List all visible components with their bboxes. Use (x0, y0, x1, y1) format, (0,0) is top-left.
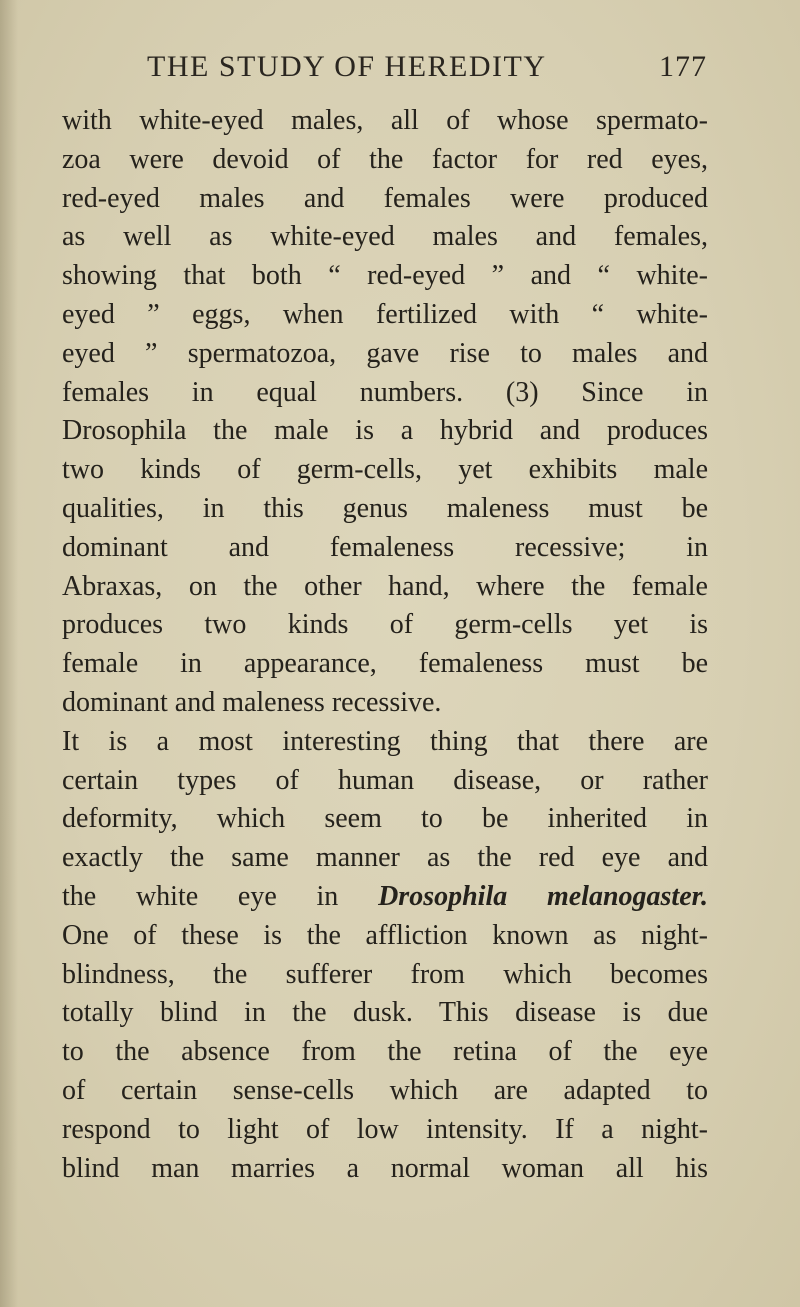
text-line: to the absence from the retina of the eye (62, 1036, 708, 1068)
text-line: blindness, the sufferer from which becomes (62, 958, 708, 990)
text-line: deformity, which seem to be inherited in (62, 803, 708, 835)
paragraph-end-line: dominant and maleness recessive. (62, 686, 442, 718)
text-line: blind man marries a normal woman all his (62, 1152, 708, 1184)
text-line: qualities, in this genus maleness must be (62, 492, 708, 524)
text-line: zoa were devoid of the factor for red eyes, (62, 143, 708, 175)
running-header (147, 50, 707, 84)
text-line: Drosophila the male is a hybrid and produces (62, 415, 708, 447)
text-line: One of these is the affliction known as night- (62, 919, 708, 951)
text-line: certain types of human disease, or rather (62, 764, 708, 796)
text-line: produces two kinds of germ-cells yet is (62, 609, 708, 641)
species-name: Drosophila melanogaster. (378, 880, 708, 912)
running-title: THE STUDY OF HEREDITY (147, 50, 547, 83)
text-line: exactly the same manner as the red eye and (62, 842, 708, 874)
text-line: respond to light of low intensity. If a night- (62, 1113, 708, 1145)
text-line: totally blind in the dusk. This disease is due (62, 997, 708, 1029)
text-line: female in appearance, femaleness must be (62, 648, 708, 680)
text-line: dominant and femaleness recessive; in (62, 531, 708, 563)
page-number: 177 (659, 50, 707, 83)
paragraph-start-line: It is a most interesting thing that there are (62, 725, 708, 757)
text-line-with-species-name (62, 878, 708, 917)
text-line: eyed ” eggs, when fertilized with “ white- (62, 298, 708, 330)
line-prefix: the white eye in (62, 880, 339, 912)
text-line: showing that both “ red-eyed ” and “ white- (62, 260, 708, 292)
text-line: Abraxas, on the other hand, where the female (62, 570, 708, 602)
text-line: with white-eyed males, all of whose spermato- (62, 105, 708, 136)
text-line: two kinds of germ-cells, yet exhibits male (62, 454, 708, 486)
text-line: of certain sense-cells which are adapted to (62, 1074, 708, 1106)
text-line: females in equal numbers. (3) Since in (62, 376, 708, 408)
page-edge-shadow (0, 0, 18, 1307)
text-line: eyed ” spermatozoa, gave rise to males and (62, 337, 708, 369)
text-line: as well as white-eyed males and females, (62, 221, 708, 253)
body-text (62, 102, 708, 1188)
text-line: red-eyed males and females were produced (62, 182, 708, 214)
